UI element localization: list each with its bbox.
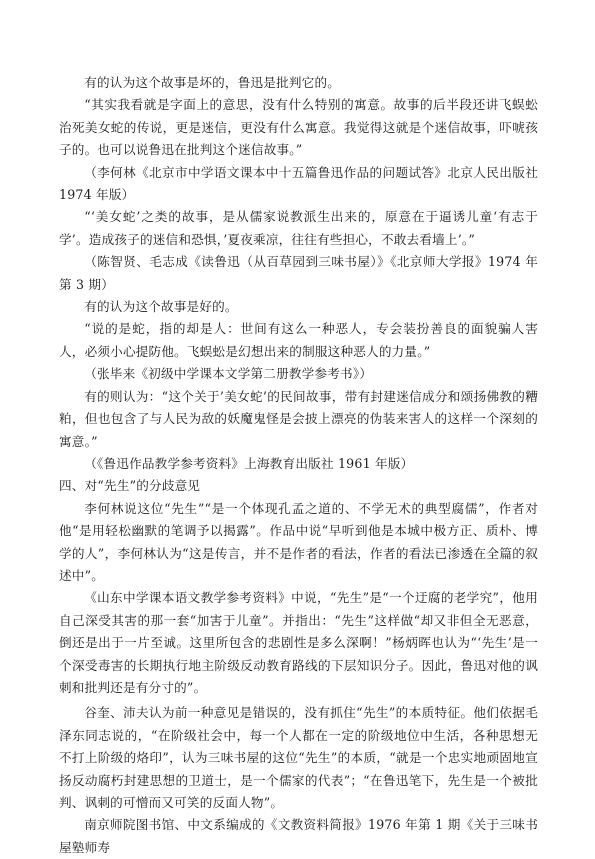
citation: （陈智贤、毛志成《读鲁迅（从百草园到三味书屋）》《北京师大学报》1974 年第 3 期） bbox=[59, 254, 538, 292]
quote-paragraph: “说的是蛇，指的却是人：世间有这么一种恶人，专会装扮善良的面貌骗人害人，必须小心提防他。飞蜈蚣是幻想出来的制服这种恶人的力量。” bbox=[59, 321, 538, 359]
body-paragraph: 《山东中学课本语文教学参考资料》中说，“先生”是“一个迂腐的老学究”，他用自己深受其害的那一套“加害于儿童”。并指出：“先生”这样做“却又非但全无恶意，倒还是出于一片至诚。这里所包含的悲剧性是多么深啊！”杨炳晖也认为“‘先生’是一个深受毒害的长期执行地主阶级反动教育路线的下层知识分子。因此，鲁迅对他的讽刺和批判还是有分寸的”。 bbox=[59, 590, 538, 695]
quote-paragraph: “其实我看就是字面上的意思，没有什么特别的寓意。故事的后半段还讲飞蜈蚣治死美女蛇的传说，更是迷信，更没有什么寓意。我觉得这就是个迷信故事，吓唬孩子的。也可以说鲁迅在批判这个迷信故事。” bbox=[59, 97, 538, 158]
citation: （张毕来《初级中学课本文学第二册教学参考书》） bbox=[84, 366, 373, 382]
citation: （李何林《北京市中学语文课本中十五篇鲁迅作品的问题试答》北京人民出版社 1974 年版） bbox=[59, 164, 538, 203]
section-heading: 四、对“先生”的分歧意见 bbox=[59, 478, 201, 494]
document-body bbox=[59, 72, 538, 859]
paragraph-opinion-good: 有的认为这个故事是好的。 bbox=[84, 299, 238, 315]
quote-paragraph: “‘美女蛇’之类的故事，是从儒家说教派生出来的，原意在于逼诱儿童‘有志于学’。造成孩子的迷信和恐惧，’夏夜乘凉，往往有些担心，不敢去看墙上’。” bbox=[59, 209, 538, 247]
body-paragraph: 李何林说这位“先生”“是一个体现孔孟之道的、不学无术的典型腐儒”，作者对他“是用轻松幽默的笔调予以揭露”。作品中说“早听到他是本城中极方正、质朴、博学的人”，李何林认为“这是传言，并不是作者的看法，作者的看法已渗透在全篇的叙述中”。 bbox=[59, 500, 538, 583]
paragraph-opinion-mixed: 有的则认为：“这个关于’美女蛇’的民间故事，带有封建迷信成分和颂扬佛教的糟粕，但也包含了与人民为敌的妖魔鬼怪是会披上漂亮的伪装来害人的这样一个深刻的寓意。” bbox=[59, 388, 538, 449]
body-paragraph: 南京师院图书馆、中文系编成的《文教资料简报》1976 年第 1 期《关于三味书屋塾师寿 bbox=[59, 817, 538, 855]
paragraph-opinion-bad: 有的认为这个故事是坏的，鲁迅是批判它的。 bbox=[84, 75, 341, 90]
body-paragraph: 谷奎、沛夫认为前一种意见是错误的，没有抓住“先生”的本质特征。他们依据毛泽东同志说的，“在阶级社会中，每一个人都在一定的阶级地位中生活，各种思想无不打上阶级的烙印”，认为三味书屋的这位“先生”的本质，“就是一个忠实地顽固地宣扬反动腐朽封建思想的卫道士，是一个儒家的代表”；“在鲁迅笔下，先生是一个被批判、讽刺的可憎而又可笑的反面人物”。 bbox=[59, 705, 538, 810]
citation: （《鲁迅作品教学参考资料》上海教育出版社 1961 年版） bbox=[84, 455, 414, 471]
